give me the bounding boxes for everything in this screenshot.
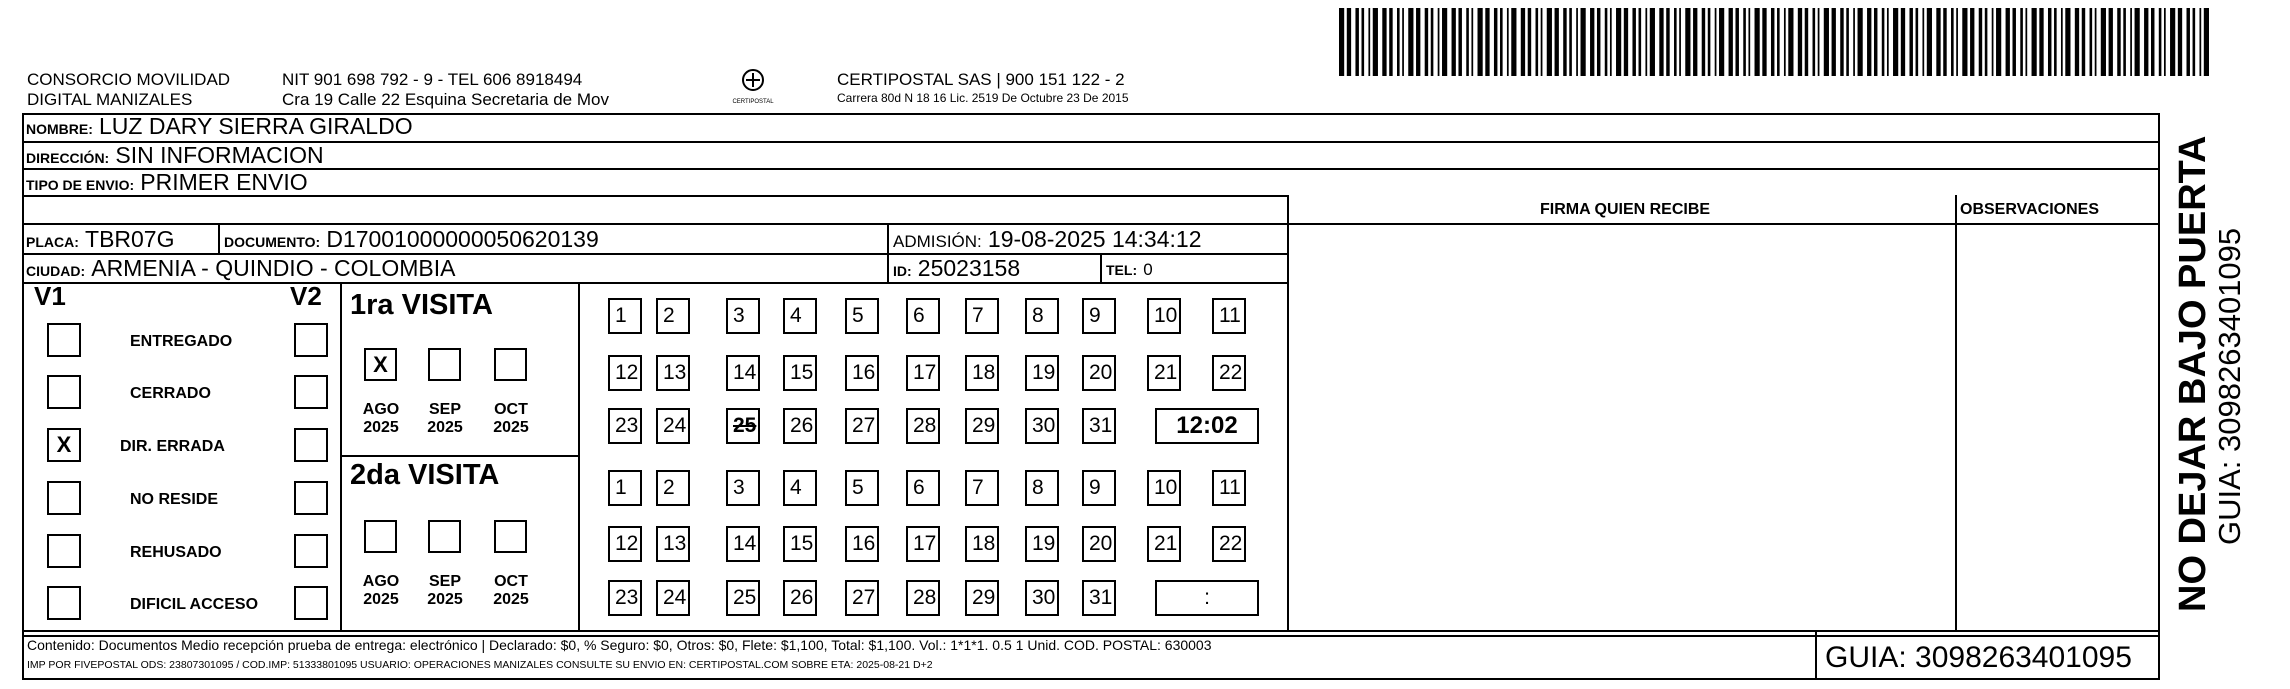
status-v2-checkbox[interactable] [294,428,328,462]
status-v2-checkbox[interactable] [294,586,328,620]
month-checkbox[interactable] [428,348,461,381]
admision-label: ADMISIÓN: [893,232,982,251]
day-box[interactable]: 28 [906,580,940,616]
documento-label: DOCUMENTO: [224,234,321,250]
day-box[interactable]: 9 [1082,470,1116,506]
day-box[interactable]: 18 [965,526,999,562]
day-box[interactable]: 14 [726,526,760,562]
day-box[interactable]: 23 [608,408,642,444]
tel-label: TEL: [1106,262,1138,278]
company-line2: DIGITAL MANIZALES [27,90,193,109]
logo-text: CERTIPOSTAL [732,99,774,105]
day-box[interactable]: 2 [656,298,690,334]
status-label: DIR. ERRADA [120,438,225,455]
ciudad-label: CIUDAD: [26,263,86,279]
direccion-label: DIRECCIÓN: [26,150,110,166]
day-box[interactable]: 22 [1212,355,1246,391]
year-label: 2025 [363,419,399,436]
day-box[interactable]: 17 [906,526,940,562]
day-box[interactable]: 18 [965,355,999,391]
day-box[interactable]: 4 [783,298,817,334]
year-label: 2025 [493,591,529,608]
day-box[interactable]: 5 [845,298,879,334]
status-v1-checkbox[interactable] [47,323,81,357]
day-box[interactable]: 26 [783,580,817,616]
day-box[interactable]: 6 [906,470,940,506]
month-label: SEP [428,401,461,418]
year-label: 2025 [427,419,463,436]
side-guia: GUIA: 3098263401095 [2212,227,2247,545]
day-box[interactable]: 3 [726,470,760,506]
direccion-row [26,142,324,171]
nombre-row [26,113,413,142]
day-box[interactable]: 8 [1025,298,1059,334]
direccion-value: SIN INFORMACION [115,142,324,168]
day-box[interactable]: 25 [726,408,760,444]
day-box[interactable]: 24 [656,408,690,444]
day-box[interactable]: 29 [965,408,999,444]
day-box[interactable]: 31 [1082,408,1116,444]
day-box[interactable]: 20 [1082,526,1116,562]
placa-label: PLACA: [26,234,79,250]
documento-cell [224,226,599,255]
day-box[interactable]: 13 [656,526,690,562]
certipostal-block [837,70,1129,106]
status-label: DIFICIL ACCESO [130,596,259,613]
hour-box[interactable]: : [1155,580,1259,616]
day-box[interactable]: 25 [726,580,760,616]
day-box[interactable]: 22 [1212,526,1246,562]
day-box[interactable]: 11 [1212,470,1246,506]
tipo-label: TIPO DE ENVIO: [26,177,135,193]
day-box[interactable]: 13 [656,355,690,391]
status-v2-checkbox[interactable] [294,375,328,409]
day-box[interactable]: 3 [726,298,760,334]
day-box[interactable]: 26 [783,408,817,444]
day-box[interactable]: 12 [608,526,642,562]
certipostal-line2: Carrera 80d N 18 16 Lic. 2519 De Octubre 23 De 2015 [837,91,1129,105]
id-value: 25023158 [917,255,1021,281]
status-v2-checkbox[interactable] [294,481,328,515]
day-box[interactable]: 5 [845,470,879,506]
day-box[interactable]: 19 [1025,355,1059,391]
footer-guia: GUIA: 3098263401095 [1825,641,2132,674]
day-box[interactable]: 1 [608,298,642,334]
v2-label: V2 [290,281,322,311]
documento-value: D17001000000050620139 [326,226,599,252]
placa-value: TBR07G [85,226,175,252]
tel-value: 0 [1143,260,1153,279]
company-name [27,70,230,110]
admision-cell [893,226,1202,255]
hour-box[interactable]: 12:02 [1155,408,1259,444]
day-box[interactable]: 29 [965,580,999,616]
tipo-row [26,169,308,198]
tel-cell [1106,255,1153,283]
month-label: AGO [362,401,400,418]
status-label: REHUSADO [130,544,222,561]
day-box[interactable]: 27 [845,408,879,444]
day-box[interactable]: 23 [608,580,642,616]
barcode-image [1339,8,2209,76]
day-box[interactable]: 11 [1212,298,1246,334]
nombre-value: LUZ DARY SIERRA GIRALDO [99,113,413,139]
status-v1-checkbox[interactable] [47,375,81,409]
month-label: SEP [428,573,461,590]
first-visit-title: 1ra VISITA [350,289,493,321]
observaciones-label: OBSERVACIONES [1960,201,2099,218]
day-box[interactable]: 28 [906,408,940,444]
footer-line1: Contenido: Documentos Medio recepción prueba de entrega: electrónico | Declarado: $0, % Seguro: $0, Otros: $0, Flete: $1,100, Total: $1,100. Vol.: 1*1*1. 0.5 1 Unid. COD. POSTAL: 630003 [27,637,1212,653]
day-box[interactable]: 31 [1082,580,1116,616]
nombre-label: NOMBRE: [26,121,93,137]
nit-line1: NIT 901 698 792 - 9 - TEL 606 8918494 [282,70,583,89]
month-checkbox[interactable] [364,520,397,553]
day-box[interactable]: 30 [1025,580,1059,616]
day-box[interactable]: 7 [965,298,999,334]
day-box[interactable]: 8 [1025,470,1059,506]
month-checkbox[interactable] [494,348,527,381]
admision-value: 19-08-2025 14:34:12 [987,226,1202,252]
ciudad-value: ARMENIA - QUINDIO - COLOMBIA [91,255,456,281]
nit-line2: Cra 19 Calle 22 Esquina Secretaria de Mov [282,90,609,109]
day-box[interactable]: 10 [1147,470,1181,506]
day-box[interactable]: 10 [1147,298,1181,334]
day-box[interactable]: 14 [726,355,760,391]
day-box[interactable]: 2 [656,470,690,506]
ciudad-cell [26,255,455,284]
day-box[interactable]: 20 [1082,355,1116,391]
day-box[interactable]: 6 [906,298,940,334]
year-label: 2025 [493,419,529,436]
day-box[interactable]: 24 [656,580,690,616]
month-checkbox[interactable] [428,520,461,553]
day-box[interactable]: 17 [906,355,940,391]
status-v1-checkbox[interactable] [47,534,81,568]
status-label: ENTREGADO [130,333,233,350]
id-label: ID: [893,263,912,279]
day-box[interactable]: 1 [608,470,642,506]
month-label: AGO [362,573,400,590]
logo-icon [738,68,768,94]
certipostal-logo [722,68,784,106]
month-checkbox[interactable]: X [364,348,397,381]
status-v1-checkbox[interactable] [47,481,81,515]
tipo-value: PRIMER ENVIO [140,169,308,195]
month-checkbox[interactable] [494,520,527,553]
day-box[interactable]: 30 [1025,408,1059,444]
day-box[interactable]: 16 [845,526,879,562]
day-box[interactable]: 9 [1082,298,1116,334]
day-box[interactable]: 15 [783,526,817,562]
month-label: OCT [494,573,528,590]
day-box[interactable]: 21 [1147,355,1181,391]
footer-line2: IMP POR FIVEPOSTAL ODS: 23807301095 / COD.IMP: 51333801095 USUARIO: OPERACIONES MANIZALES CONSULTE SU ENVIO EN: CERTIPOSTAL.COM SOBRE ETA: 2025-08-21 D+2 [27,659,933,671]
day-box[interactable]: 27 [845,580,879,616]
day-box[interactable]: 15 [783,355,817,391]
status-v2-checkbox[interactable] [294,323,328,357]
day-box[interactable]: 19 [1025,526,1059,562]
company-line1: CONSORCIO MOVILIDAD [27,70,231,89]
year-label: 2025 [427,591,463,608]
certipostal-line1: CERTIPOSTAL SAS | 900 151 122 - 2 [837,70,1125,89]
nit-block [282,70,609,110]
day-box[interactable]: 4 [783,470,817,506]
firma-label: FIRMA QUIEN RECIBE [1540,201,1711,218]
day-box[interactable]: 7 [965,470,999,506]
day-box[interactable]: 16 [845,355,879,391]
status-label: NO RESIDE [130,491,219,508]
warning-text: NO DEJAR BAJO PUERTA [2172,135,2214,612]
v1-label: V1 [34,281,66,311]
year-label: 2025 [363,591,399,608]
second-visit-title: 2da VISITA [350,459,500,491]
status-v1-checkbox[interactable] [47,586,81,620]
day-box[interactable]: 21 [1147,526,1181,562]
status-v1-checkbox[interactable]: X [47,428,81,462]
placa-cell [26,226,175,255]
id-cell [893,255,1020,284]
status-v2-checkbox[interactable] [294,534,328,568]
status-label: CERRADO [130,385,211,402]
day-box[interactable]: 12 [608,355,642,391]
month-label: OCT [494,401,528,418]
